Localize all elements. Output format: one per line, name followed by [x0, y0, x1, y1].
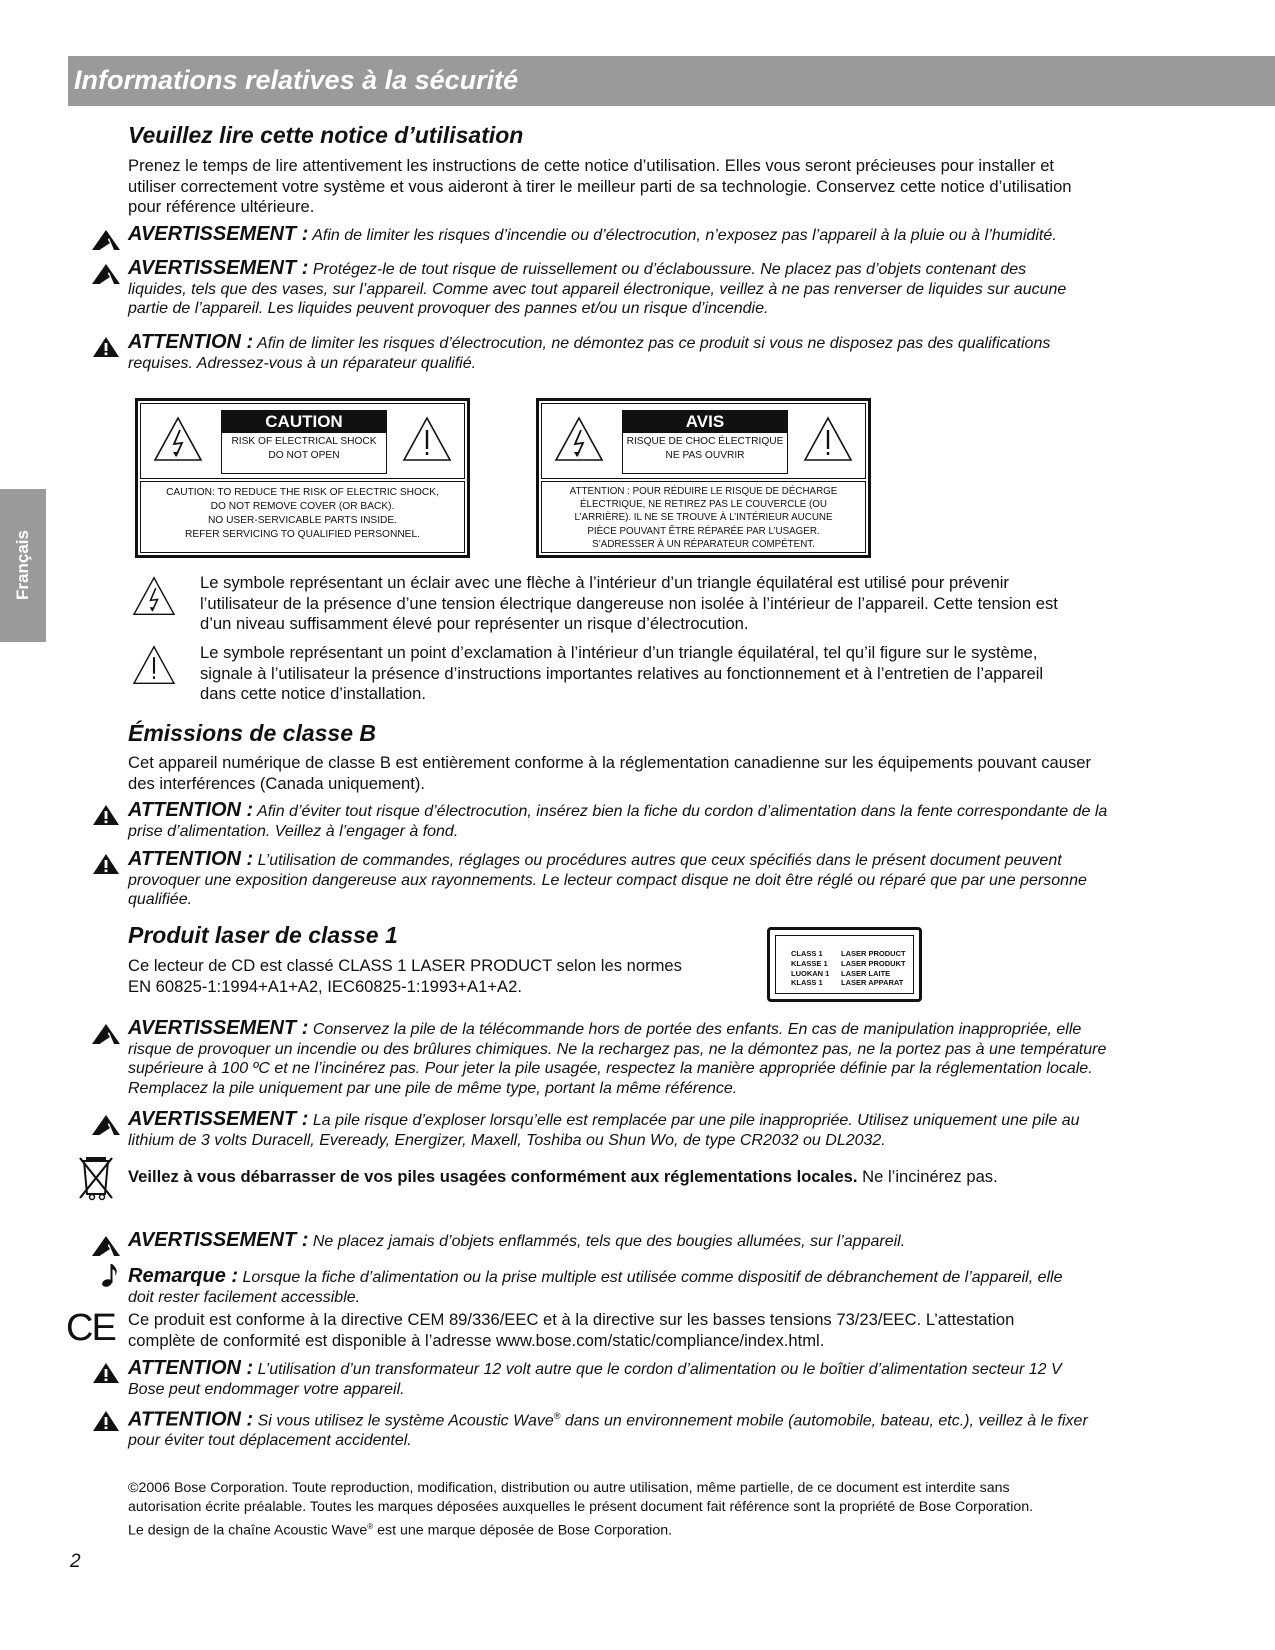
- laser-paragraph: Ce lecteur de CD est classé CLASS 1 LASER PRODUCT selon les normes EN 60825-1:1994+A1+A2, IEC60825-1:1993+A1+A2.: [128, 956, 682, 996]
- warning-icon: [91, 1114, 121, 1136]
- lightning-symbol-explanation: Le symbole représentant un éclair avec une flèche à l’intérieur d’un triangle équilatéral est utilisé pour prévenir l’utilisateur de la présence d’une tension électrique dangereuse non isolée à l’intérieur de l’appareil. Cette tension est d’un niveau suffisamment élevé pour représenter un risque d’électrocution.: [200, 573, 1058, 633]
- note-power-plug: Remarque : Lorsque la fiche d’alimentation ou la prise multiple est utilisée comme dispositif de débranchement de l’appareil, elle doit rester facilement accessible.: [128, 1265, 1063, 1306]
- attention-icon: [91, 336, 121, 358]
- ce-compliance-text: Ce produit est conforme à la directive CEM 89/336/EEC et à la directive sur les basses tensions 73/23/EEC. L’attestation complète de conformité est disponible à l’adresse www.bose.com/static/compliance/index.html.: [128, 1310, 1015, 1350]
- attention-disassembly: ATTENTION : Afin de limiter les risques d’électrocution, ne démontez pas ce produit si vous ne disposez pas des qualifications requises. Adressez-vous à un réparateur qualifié.: [128, 331, 1051, 372]
- attention-icon: [91, 804, 121, 826]
- caution-label-french: AVIS RISQUE DE CHOC ÉLECTRIQUE NE PAS OUVRIR ATTENTION : POUR RÉDUIRE LE RISQUE DE DÉCHARGE ÉLECTRIQUE, NE RETIREZ PAS LE COUVERCLE (OU L’ARRIÈRE). IL NE SE TROUVE À L’INTÉRIEUR AUCUNE PIÈCE POUVANT ÊTRE RÉPARÉE PAR L’USAGER. S’ADRESSER À UN RÉPARATEUR COMPÉTENT.: [536, 398, 871, 558]
- page-title: Informations relatives à la sécurité: [74, 65, 519, 95]
- copyright-footer: ©2006 Bose Corporation. Toute reproduction, modification, distribution ou autre utilisation, même partielle, de ce document est interdite sans autorisation écrite préalable. Toutes les marques déposées auxquelles le présent document fait référence sont la propriété de Bose Corporation. Le design de la chaîne Acoustic Wave® est une marque déposée de Bose Corporation.: [128, 1480, 1034, 1539]
- warning-battery-explosion: AVERTISSEMENT : La pile risque d’exploser lorsqu’elle est remplacée par une pile inappropriée. Utilisez uniquement une pile au lithium de 3 volts Duracell, Eveready, Energizer, Maxell, Toshiba ou Shun Wo, de type CR2032 ou DL2032.: [128, 1108, 1080, 1149]
- attention-radiation: ATTENTION : L’utilisation de commandes, réglages ou procédures autres que ceux spécifiés dans le présent document peuvent provoquer une exposition dangereuse aux rayonnements. Le lecteur compact disque ne doit être réglé ou réparé que par une personne qualifiée.: [128, 848, 1087, 908]
- intro-paragraph: Prenez le temps de lire attentivement les instructions de cette notice d’utilisation. Elles vous seront précieuses pour installer et utiliser correctement votre système et vous aideront à tirer le meilleur parti de sa technologie. Conservez cette notice d’utilisation pour référence ultérieure.: [128, 156, 1072, 216]
- lightning-triangle-icon: [153, 416, 203, 462]
- warning-moisture: AVERTISSEMENT : Afin de limiter les risques d’incendie ou d’électrocution, n’exposez pas l’appareil à la pluie ou à l’humidité.: [128, 223, 1057, 245]
- caution-label-english: CAUTION RISK OF ELECTRICAL SHOCK DO NOT OPEN CAUTION: TO REDUCE THE RISK OF ELECTRIC SHOCK, DO NOT REMOVE COVER (OR BACK). NO USER-SERVICABLE PARTS INSIDE. REFER SERVICING TO QUALIFIED PERSONNEL.: [135, 398, 470, 558]
- battery-disposal-text: Veillez à vous débarrasser de vos piles usagées conformément aux réglementations locales. Ne l’incinérez pas.: [128, 1167, 998, 1186]
- attention-transformer: ATTENTION : L’utilisation d’un transformateur 12 volt autre que le cordon d’alimentation ou le boîtier d’alimentation secteur 12 V Bose peut endommager votre appareil.: [128, 1357, 1062, 1398]
- section-title-read-notice: Veuillez lire cette notice d’utilisation: [128, 122, 524, 148]
- warning-icon: [91, 263, 121, 285]
- page-number: 2: [70, 1551, 81, 1572]
- attention-mobile: ATTENTION : Si vous utilisez le système Acoustic Wave® dans un environnement mobile (automobile, bateau, etc.), veillez à le fixer pour éviter tout déplacement accidentel.: [128, 1408, 1088, 1449]
- note-icon: [101, 1262, 119, 1288]
- warning-liquids: AVERTISSEMENT : Protégez-le de tout risque de ruissellement ou d’éclaboussure. Ne placez pas d’objets contenant des liquides, tels que des vases, sur l’appareil. Comme avec tout appareil électronique, veillez à ne pas renverser de liquides sur aucune partie de l’appareil. Les liquides peuvent provoquer des pannes et/ou un risque d’incendie.: [128, 257, 1067, 317]
- exclamation-triangle-icon: [132, 645, 176, 685]
- ce-mark-icon: CE: [66, 1307, 115, 1349]
- section-title-laser: Produit laser de classe 1: [128, 922, 398, 948]
- warning-icon: [91, 1023, 121, 1045]
- attention-icon: [91, 1362, 121, 1384]
- language-side-tab: [0, 489, 46, 642]
- warning-icon: [91, 229, 121, 251]
- warning-battery-children: AVERTISSEMENT : Conservez la pile de la télécommande hors de portée des enfants. En cas de manipulation inappropriée, elle risque de provoquer un incendie ou des brûlures chimiques. Ne la rechargez pas, ne la démontez pas, ne la portez pas à une température supérieure à 100 ºC et ne l’incinérez pas. Pour jeter la pile usagée, respectez la manière appropriée définie par la réglementation locale. Remplacez la pile uniquement par une pile de même type, portant la même référence.: [128, 1017, 1107, 1097]
- warning-flame: AVERTISSEMENT : Ne placez jamais d’objets enflammés, tels que des bougies allumées, sur l’appareil.: [128, 1229, 906, 1251]
- class-b-paragraph: Cet appareil numérique de classe B est entièrement conforme à la réglementation canadienne sur les équipements pouvant causer des interférences (Canada uniquement).: [128, 753, 1092, 793]
- exclamation-triangle-icon: [803, 416, 853, 462]
- warning-icon: [91, 1235, 121, 1257]
- exclamation-symbol-explanation: Le symbole représentant un point d’exclamation à l’intérieur d’un triangle équilatéral, tel qu’il figure sur le système, signale à l’utilisateur la présence d’instructions importantes relatives au fonctionnement et à l’entretien de l’appareil dans cette notice d’installation.: [200, 643, 1044, 703]
- laser-product-label: CLASS 1 LASER PRODUCT KLASSE 1 LASER PRODUKT LUOKAN 1 LASER LAITE KLASS 1 LASER APPARAT: [767, 927, 922, 1002]
- attention-icon: [91, 1410, 121, 1432]
- side-tab-label: Français: [13, 530, 32, 600]
- crossed-bin-icon: [77, 1152, 115, 1202]
- attention-icon: [91, 853, 121, 875]
- attention-plug: ATTENTION : Afin d’éviter tout risque d’électrocution, insérez bien la fiche du cordon d’alimentation dans la fente correspondante de la prise d’alimentation. Veillez à l’engager à fond.: [128, 799, 1108, 840]
- exclamation-triangle-icon: [402, 416, 452, 462]
- lightning-triangle-icon: [554, 416, 604, 462]
- section-title-class-b: Émissions de classe B: [128, 720, 377, 746]
- lightning-triangle-icon: [132, 576, 176, 616]
